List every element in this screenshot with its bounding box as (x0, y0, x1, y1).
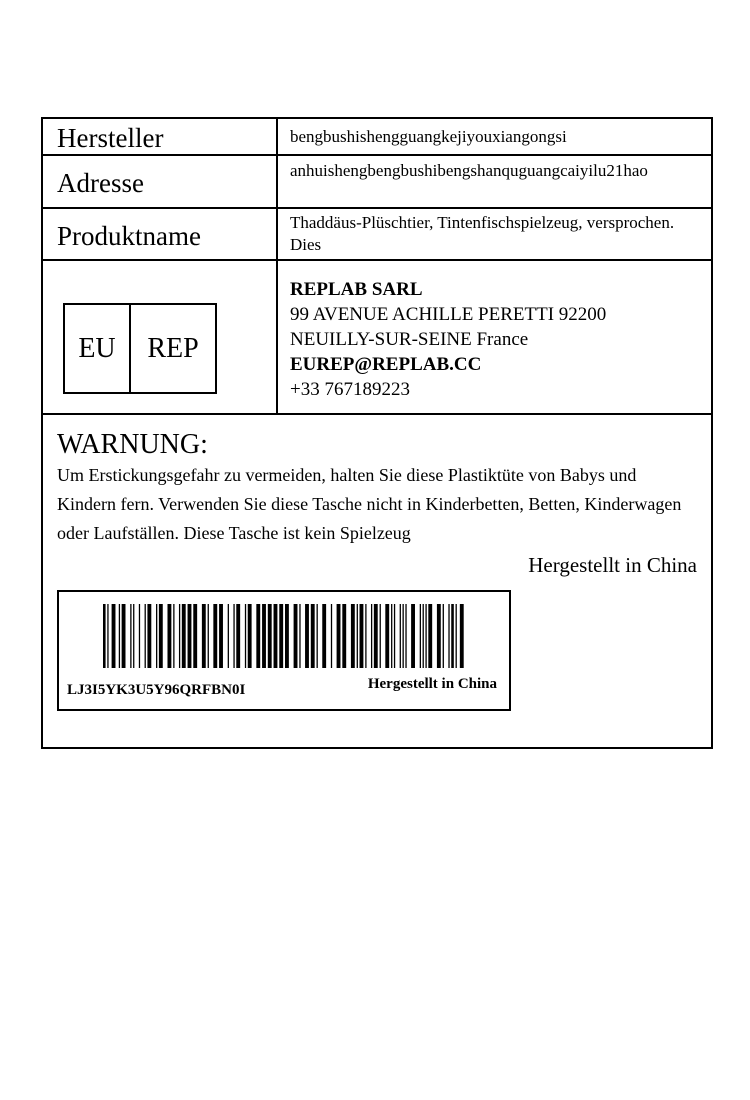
barcode-bar (374, 604, 378, 668)
eu-rep-row (43, 261, 711, 415)
address-row (43, 156, 711, 209)
manufacturer-row (43, 119, 711, 156)
barcode-bar (167, 604, 171, 668)
barcode-bar (423, 604, 424, 668)
barcode-bar (103, 604, 106, 668)
barcode-bar (156, 604, 157, 668)
warning-title: WARNUNG: (57, 429, 208, 460)
product-label (41, 117, 713, 749)
barcode-bar (299, 604, 300, 668)
barcode-bar (425, 604, 426, 668)
barcode-bar (107, 604, 108, 668)
barcode-bar (193, 604, 197, 668)
barcode-bar (130, 604, 131, 668)
barcode-bar (400, 604, 401, 668)
address-value: anhuishengbengbushibengshanquguangcaiyilu21hao (290, 161, 648, 180)
barcode-bar (256, 604, 260, 668)
barcode-box (57, 590, 511, 711)
barcode-bar (274, 604, 278, 668)
barcode-bar (119, 604, 120, 668)
barcode-bar (173, 604, 174, 668)
barcode-bar (139, 604, 140, 668)
barcode-bar (322, 604, 326, 668)
barcode-bar (394, 604, 395, 668)
barcode-bar (228, 604, 229, 668)
warning-section (57, 429, 707, 548)
barcode-bar (357, 604, 358, 668)
barcode-bar (236, 604, 240, 668)
barcode-bar (360, 604, 364, 668)
eu-rep-email: EUREP@REPLAB.CC (290, 354, 482, 375)
barcode-code: LJ3I5YK3U5Y96QRFBN0I (67, 682, 246, 698)
barcode-made-in: Hergestellt in China (367, 676, 497, 692)
manufacturer-label: Hersteller (57, 123, 164, 153)
barcode-bar (371, 604, 372, 668)
barcode-bar (311, 604, 315, 668)
eu-rep-badge-eu: EU (65, 305, 131, 392)
barcode-bar (262, 604, 266, 668)
barcode-bar (365, 604, 366, 668)
barcode-bar (159, 604, 163, 668)
product-value: Thaddäus-Plüschtier, Tintenfischspielzeug, versprochen. Dies (290, 213, 675, 254)
barcode-bar (460, 604, 464, 668)
eu-rep-badge (63, 303, 217, 394)
manufacturer-value: bengbushishengguangkejiyouxiangongsi (290, 127, 567, 146)
eu-rep-street: 99 AVENUE ACHILLE PERETTI 92200 (290, 304, 607, 325)
barcode-bar (451, 604, 454, 668)
barcode-bar (351, 604, 355, 668)
barcode-bar (420, 604, 421, 668)
eu-rep-address (290, 277, 705, 402)
warning-text: Um Erstickungsgefahr zu vermeiden, halten Sie diese Plastiktüte von Babys und Kindern fern. Verwenden Sie diese Tasche nicht in Kinderbetten, Betten, Kinderwagen oder Laufställen. Diese Tasche ist kein Spielzeug (57, 465, 682, 543)
barcode-bar (437, 604, 441, 668)
barcode-bar (403, 604, 404, 668)
barcode-bar (188, 604, 192, 668)
barcode-bar (208, 604, 209, 668)
barcode-bar (202, 604, 206, 668)
barcode-bar (285, 604, 289, 668)
product-label-text: Produktname (57, 221, 201, 251)
barcode-bar (331, 604, 332, 668)
barcode-bar (342, 604, 346, 668)
barcode-bar (380, 604, 381, 668)
barcode-bar (305, 604, 309, 668)
barcode-bar (245, 604, 246, 668)
eu-rep-city: NEUILLY-SUR-SEINE France (290, 329, 529, 350)
product-row (43, 209, 711, 261)
barcode-bar (112, 604, 116, 668)
address-label: Adresse (57, 168, 144, 198)
barcode-bar (337, 604, 341, 668)
barcode-bar (248, 604, 252, 668)
barcode-bar (385, 604, 389, 668)
made-in-text: Hergestellt in China (528, 553, 697, 577)
barcode-bar (411, 604, 415, 668)
barcode-bar (456, 604, 457, 668)
barcode-bar (145, 604, 146, 668)
barcode-bar (391, 604, 392, 668)
barcode-bar (294, 604, 298, 668)
barcode-bar (448, 604, 449, 668)
barcode-bar (122, 604, 126, 668)
barcode-bar (279, 604, 283, 668)
barcode-bar (179, 604, 180, 668)
barcode-bar (182, 604, 186, 668)
barcode-bar (268, 604, 272, 668)
barcode-bar (133, 604, 134, 668)
barcode-bar (219, 604, 223, 668)
eu-rep-phone: +33 767189223 (290, 379, 410, 400)
barcode-bar (428, 604, 432, 668)
barcode-bars (103, 604, 467, 668)
barcode-bar (405, 604, 406, 668)
barcode-bar (147, 604, 151, 668)
barcode-bar (317, 604, 318, 668)
barcode-bar (213, 604, 217, 668)
eu-rep-company: REPLAB SARL (290, 279, 423, 300)
eu-rep-badge-rep: REP (147, 332, 199, 364)
barcode-bar (443, 604, 444, 668)
barcode-bar (233, 604, 234, 668)
